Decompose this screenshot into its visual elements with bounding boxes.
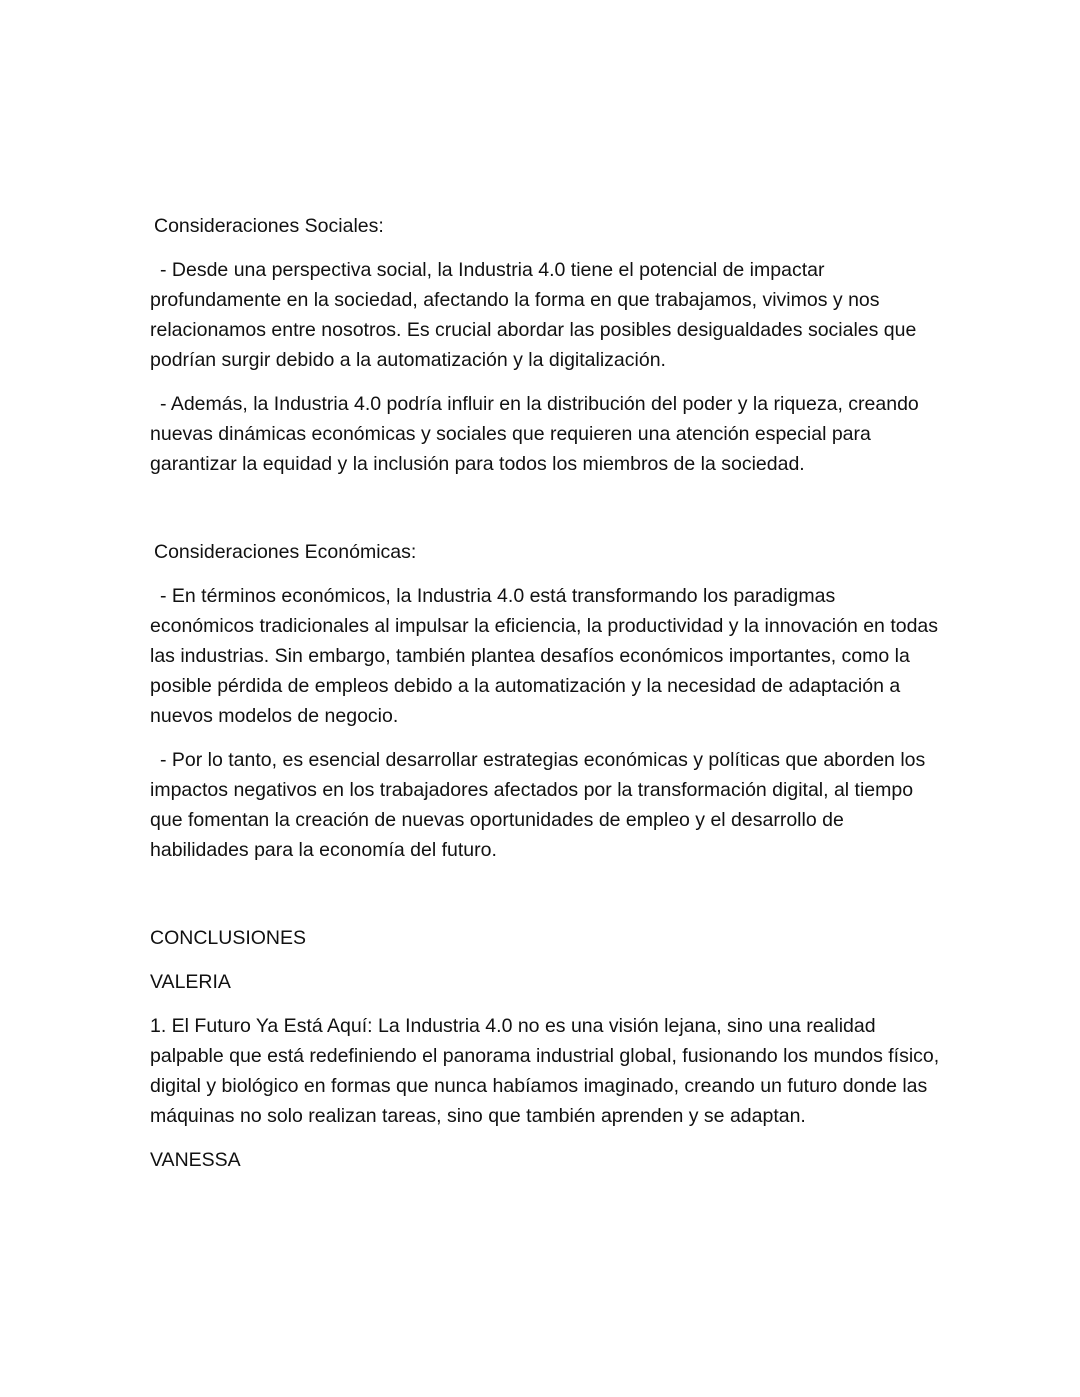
economic-paragraph-2: - Por lo tanto, es esencial desarrollar estrategias económicas y políticas que aborden los impactos negativos en los trabajadores afectados por la transformación digital, al tiempo que fomentan la creación de nuevas oportunidades de empleo y el desarrollo de habilidades para la economía del futuro.	[150, 749, 926, 861]
social-paragraph-1: - Desde una perspectiva social, la Industria 4.0 tiene el potencial de impactar profundamente en la sociedad, afectando la forma en que trabajamos, vivimos y nos relacionamos entre nosotros. Es crucial abordar las posibles desigualdades sociales que podrían surgir debido a la automatización y la digitalización.	[150, 259, 917, 371]
document-body	[150, 211, 940, 1175]
social-heading: Consideraciones Sociales:	[154, 215, 384, 237]
economic-heading: Consideraciones Económicas:	[154, 541, 417, 563]
economic-paragraph-1: - En términos económicos, la Industria 4.0 está transformando los paradigmas económicos tradicionales al impulsar la eficiencia, la productividad y la innovación en todas las industrias. Sin embargo, también plantea desafíos económicos importantes, como la posible pérdida de empleos debido a la automatización y la necesidad de adaptación a nuevos modelos de negocio.	[150, 585, 939, 727]
social-paragraph-2: - Además, la Industria 4.0 podría influir en la distribución del poder y la riqueza, creando nuevas dinámicas económicas y sociales que requieren una atención especial para garantizar la equidad y la inclusión para todos los miembros de la sociedad.	[150, 393, 919, 475]
author-valeria: VALERIA	[150, 971, 231, 993]
author-vanessa: VANESSA	[150, 1149, 241, 1171]
conclusion-item-1: 1. El Futuro Ya Está Aquí: La Industria 4.0 no es una visión lejana, sino una realidad palpable que está redefiniendo el panorama industrial global, fusionando los mundos físico, digital y biológico en formas que nunca habíamos imaginado, creando un futuro donde las máquinas no solo realizan tareas, sino que también aprenden y se adaptan.	[150, 1015, 940, 1127]
conclusions-heading: CONCLUSIONES	[150, 927, 307, 949]
